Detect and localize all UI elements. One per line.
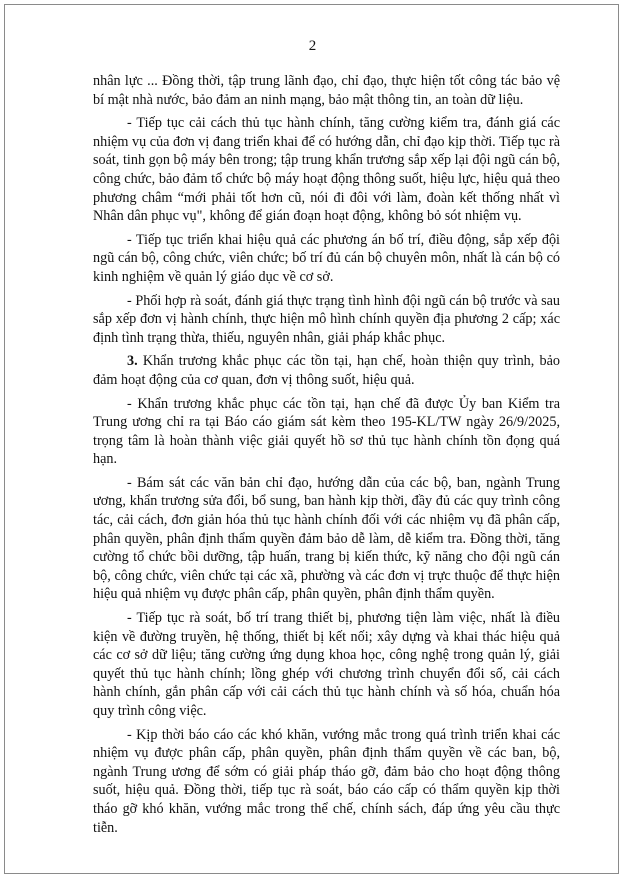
paragraph-equipment: - Tiếp tục rà soát, bố trí trang thiết bị, phương tiện làm việc, nhất là điều kiện về đường truyền, hệ thống, thiết bị kết nối; xây dựng và khai thác hiệu quả các cơ sở dữ liệu; tăng cường ứng dụng khoa học, công nghệ trong quản lý, giải quyết thủ tục hành chính; lồng ghép với chương trình chuyển đổi số, cải cách hành chính, gắn phân cấp với cải cách thủ tục hành chính và số hóa, chuẩn hóa quy trình công việc. (93, 610, 560, 719)
paragraph-continuation: nhân lực ... Đồng thời, tập trung lãnh đạo, chỉ đạo, thực hiện tốt công tác bảo vệ bí mật nhà nước, bảo đảm an ninh mạng, bảo mật thông tin, an toàn dữ liệu. (93, 73, 560, 108)
page-number: 2 (308, 38, 317, 54)
section-3-text: Khẩn trương khắc phục các tồn tại, hạn chế, hoàn thiện quy trình, bảo đảm hoạt động của cơ quan, đơn vị thông suốt, hiệu quả. (93, 353, 560, 388)
paragraph-follow-directives: - Bám sát các văn bản chỉ đạo, hướng dẫn của các bộ, ban, ngành Trung ương, khẩn trương sửa đổi, bổ sung, ban hành kịp thời, đầy đủ các quy trình công tác, cải cách, đơn giản hóa thủ tục hành chính đối với các nhiệm vụ đã phân cấp, phân quyền, phân định thẩm quyền đảm bảo dễ làm, dễ kiểm tra. Đồng thời, tăng cường tổ chức bồi dưỡng, tập huấn, trang bị kiến thức, kỹ năng cho đội ngũ cán bộ, công chức, viên chức tại các xã, phường và các đơn vị trực thuộc để thực hiện hiệu quả nhiệm vụ được phân cấp, phân quyền, phân định thẩm quyền. (93, 474, 560, 603)
paragraph-staff-arrangement: - Tiếp tục triển khai hiệu quả các phương án bố trí, điều động, sắp xếp đội ngũ cán bộ, công chức, viên chức; bố trí đủ cán bộ chuyên môn, nhất là cán bộ có kinh nghiệm về quản lý giáo dục về cơ sở. (93, 231, 560, 285)
paragraph-staff-assessment: - Phối hợp rà soát, đánh giá thực trạng tình hình đội ngũ cán bộ trước và sau sắp xếp đơn vị hành chính, thực hiện mô hình chính quyền địa phương 2 cấp; xác định tình trạng thừa, thiếu, nguyên nhân, giải pháp khắc phục. (93, 292, 560, 346)
document-body (93, 72, 560, 842)
paragraph-report-difficulties: - Kịp thời báo cáo các khó khăn, vướng mắc trong quá trình triển khai các nhiệm vụ được phân cấp, phân quyền, phân định thẩm quyền về các ban, bộ, ngành Trung ương để sớm có giải pháp tháo gỡ, đảm bảo cho hoạt động thông suốt, hiệu quả. Đồng thời, tiếp tục rà soát, báo cáo cấp có thẩm quyền kịp thời tháo gỡ khó khăn, vướng mắc trong thể chế, chính sách, đáp ứng yêu cầu thực tiễn. (93, 726, 560, 836)
paragraph-fix-shortcomings: - Khẩn trương khắc phục các tồn tại, hạn chế đã được Ủy ban Kiểm tra Trung ương chỉ ra tại Báo cáo giám sát kèm theo 195-KL/TW ngày 26/9/2025, trọng tâm là hoàn thành việc giải quyết hồ sơ thủ tục hành chính tồn đọng quá hạn. (93, 395, 560, 468)
section-3-heading (93, 352, 560, 389)
paragraph-admin-reform: - Tiếp tục cải cách thủ tục hành chính, tăng cường kiểm tra, đánh giá các nhiệm vụ của đơn vị đang triển khai để có hướng dẫn, chỉ đạo kịp thời. Tiếp tục rà soát, tinh gọn bộ máy bên trong; tập trung khẩn trương sắp xếp lại đội ngũ cán bộ, công chức, bảo đảm tổ chức bộ máy hoạt động thông suốt, hiệu lực, hiệu quả theo phương châm “mới phải tốt hơn cũ, nói đi đôi với làm, đoàn kết thống nhất vì Nhân dân phục vụ", không để gián đoạn hoạt động, không bỏ sót nhiệm vụ. (93, 115, 560, 225)
section-number: 3. (127, 353, 138, 370)
